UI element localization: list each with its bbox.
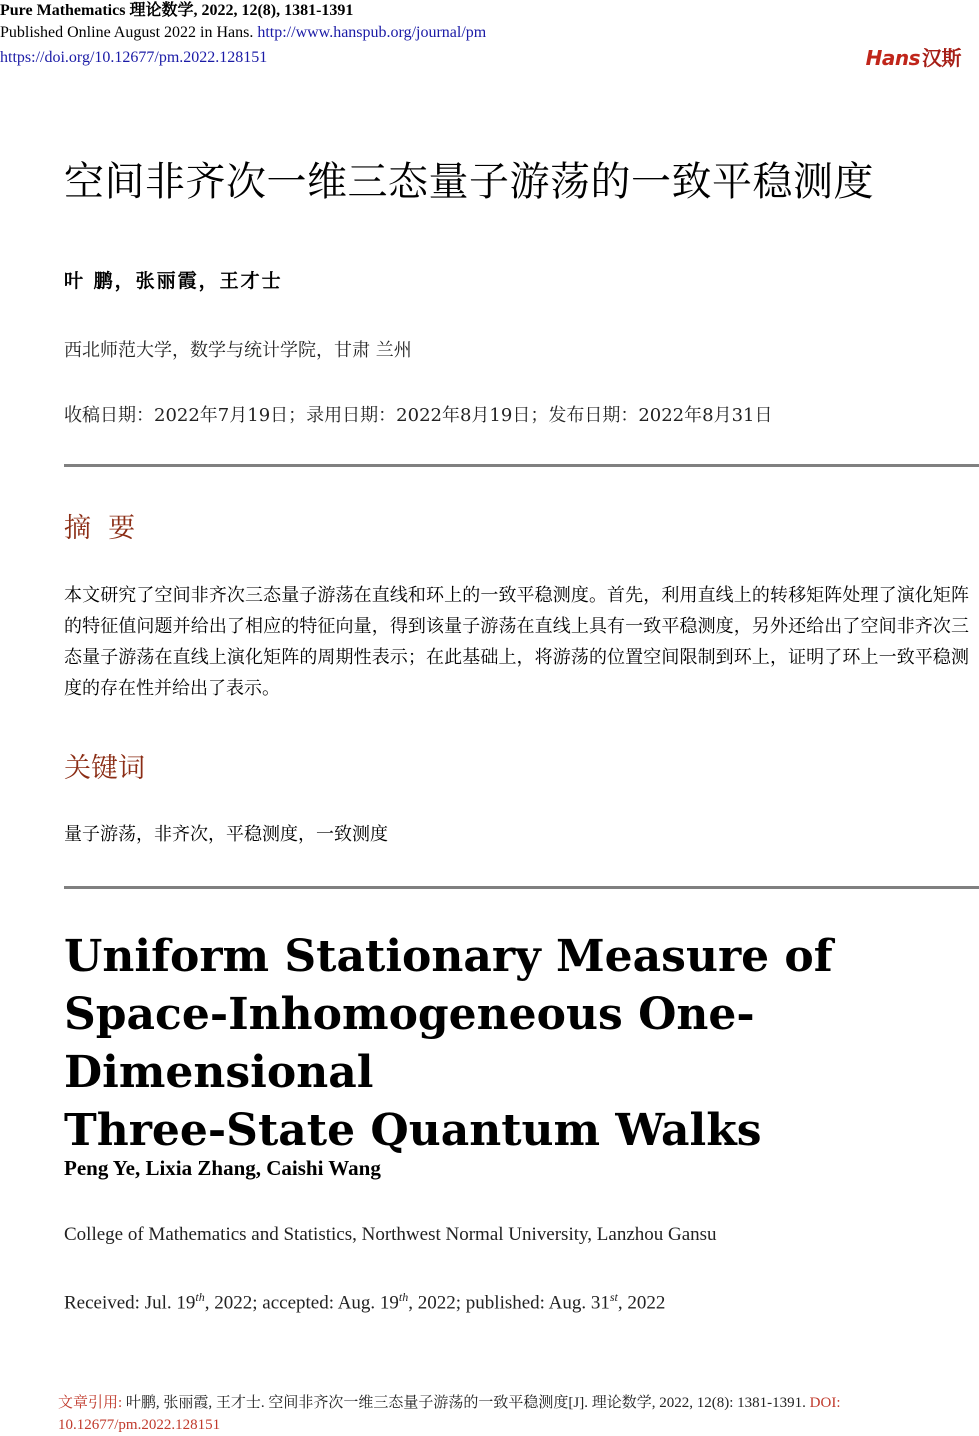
- logo-cn: 汉斯: [922, 46, 961, 70]
- citation-doi-link[interactable]: DOI: 10.12677/pm.2022.128151: [58, 1395, 841, 1433]
- authors-en: Peng Ye, Lixia Zhang, Caishi Wang: [64, 1156, 381, 1180]
- keywords-cn: 量子游荡，非齐次，平稳测度，一致测度: [64, 824, 388, 845]
- title-en-line-3: Three-State Quantum Walks: [64, 1105, 762, 1156]
- journal-url-link[interactable]: http://www.hanspub.org/journal/pm: [257, 24, 487, 41]
- citation: [58, 1392, 938, 1436]
- abstract-heading: 摘 要: [64, 513, 136, 544]
- abstract-cn: 本文研究了空间非齐次三态量子游荡在直线和环上的一致平稳测度。首先，利用直线上的转移矩阵处理了演化矩阵的特征值问题并给出了相应的特征向量，得到该量子游荡在直线上具有一致平稳测度，另外还给出了空间非齐次三态量子游荡在直线上演化矩阵的周期性表示；在此基础上，将游荡的位置空间限制到环上，证明了环上一致平稳测度的存在性并给出了表示。: [64, 585, 969, 699]
- published-line: [0, 22, 486, 44]
- doi-url-link[interactable]: https://doi.org/10.12677/pm.2022.128151: [0, 49, 268, 66]
- citation-text: 叶鹏, 张丽霞, 王才士. 空间非齐次一维三态量子游荡的一致平稳测度[J]. 理论数学, 2022, 12(8): 1381-1391.: [125, 1395, 806, 1411]
- hans-logo: [866, 42, 961, 71]
- citation-label: 文章引用:: [58, 1395, 123, 1411]
- affiliation-en: College of Mathematics and Statistics, Northwest Normal University, Lanzhou Gansu: [64, 1224, 717, 1245]
- divider-middle: [64, 886, 979, 889]
- authors-cn: 叶 鹏，张丽霞，王才士: [64, 270, 283, 292]
- title-en-line-1: Uniform Stationary Measure of: [64, 931, 833, 982]
- title-en-line-2: Space-Inhomogeneous One-Dimensional: [64, 989, 755, 1098]
- affiliation-cn: 西北师范大学，数学与统计学院，甘肃 兰州: [64, 340, 412, 361]
- doi-line: [0, 47, 267, 69]
- logo-latin: Hans: [865, 46, 920, 70]
- paper-title-cn: 空间非齐次一维三态量子游荡的一致平稳测度: [64, 159, 874, 205]
- published-text: Published Online August 2022 in Hans.: [0, 24, 254, 41]
- keywords-heading: 关键词: [64, 753, 145, 784]
- journal-line: Pure Mathematics 理论数学, 2022, 12(8), 1381-1391: [0, 2, 354, 19]
- paper-title-en: [64, 928, 964, 1160]
- dates-cn: 收稿日期：2022年7月19日；录用日期：2022年8月19日；发布日期：2022年8月31日: [64, 405, 773, 426]
- divider-top: [64, 464, 979, 467]
- dates-en: Received: Jul. 19th, 2022; accepted: Aug. 19th, 2022; published: Aug. 31st, 2022: [64, 1290, 666, 1314]
